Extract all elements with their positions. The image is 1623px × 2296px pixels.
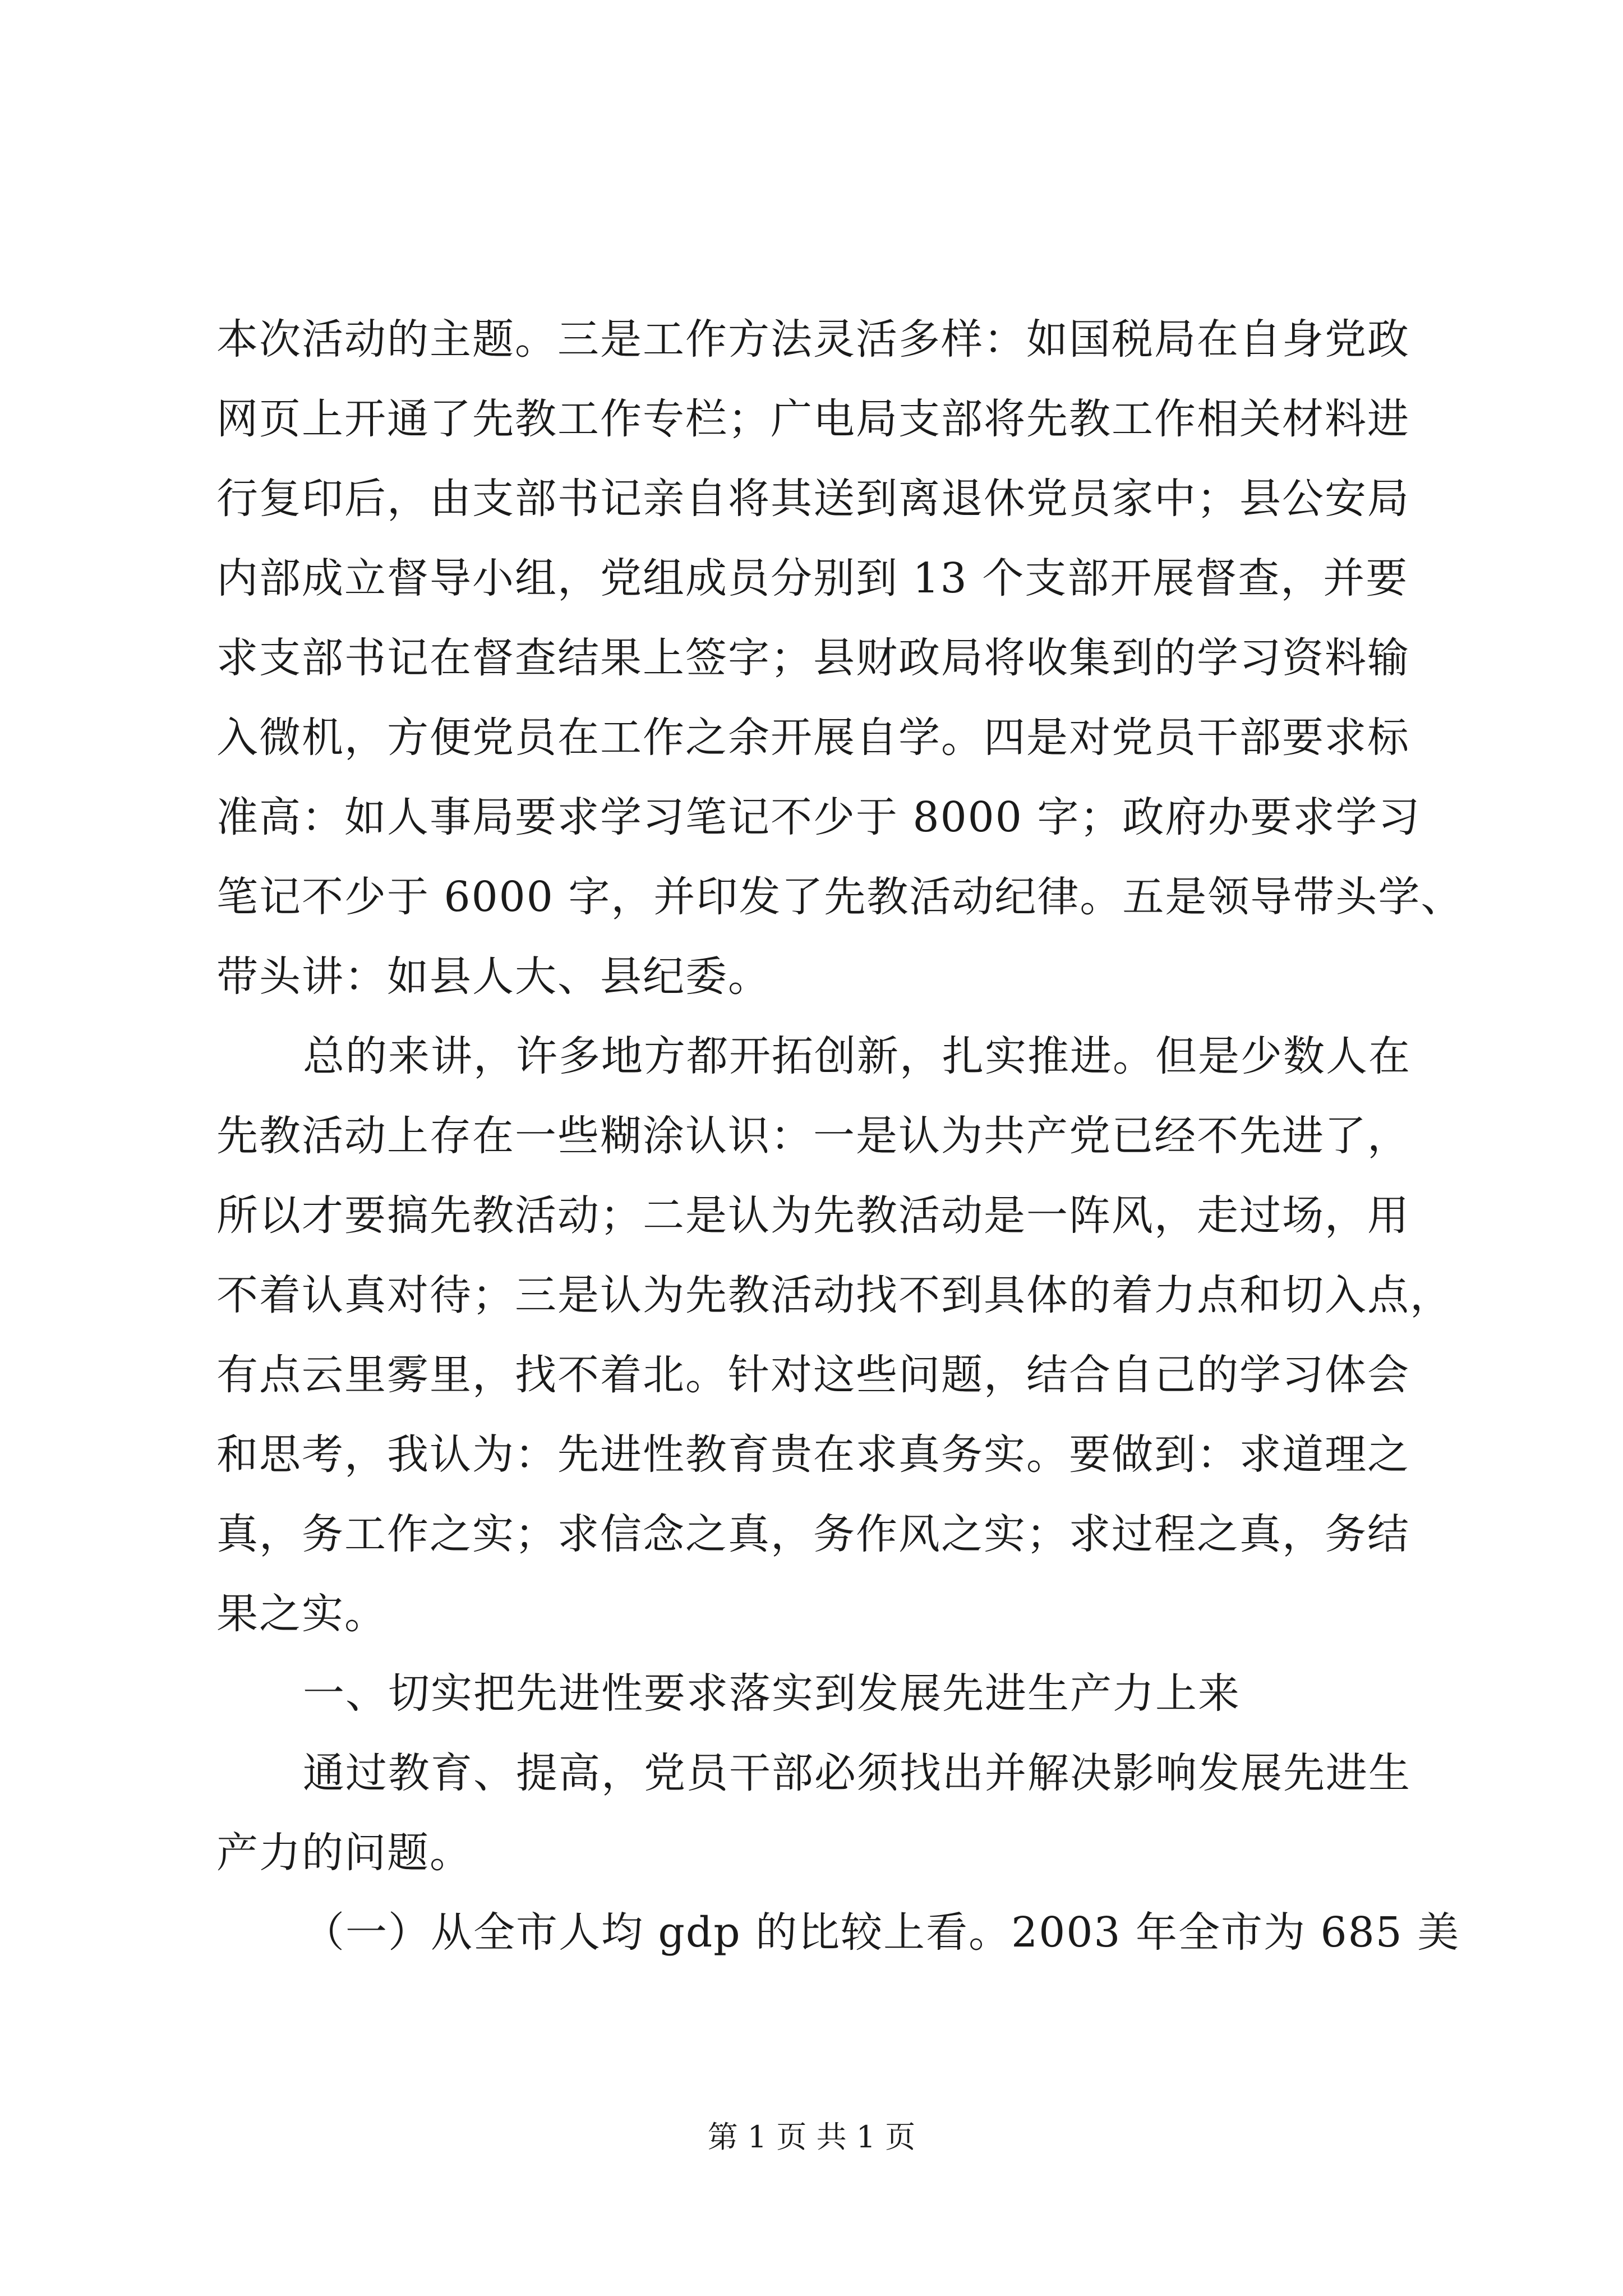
- text-line: 不着认真对待；三是认为先教活动找不到具体的着力点和切入点，: [216, 1271, 1453, 1319]
- section-heading: 一、切实把先进性要求落实到发展先进生产力上来: [303, 1669, 1241, 1718]
- text-line: 有点云里雾里，找不着北。针对这些问题，结合自己的学习体会: [216, 1351, 1410, 1399]
- text-line: 行复印后，由支部书记亲自将其送到离退休党员家中；县公安局: [216, 475, 1410, 523]
- text-line: 内部成立督导小组，党组成员分别到 13 个支部开展督查，并要: [216, 554, 1409, 602]
- text-line: 和思考，我认为：先进性教育贵在求真务实。要做到：求道理之: [216, 1430, 1410, 1479]
- text-line: 真，务工作之实；求信念之真，务作风之实；求过程之真，务结: [216, 1510, 1410, 1558]
- text-line: 笔记不少于 6000 字，并印发了先教活动纪律。五是领导带头学、: [216, 873, 1464, 921]
- page-number-footer: 第 1 页 共 1 页: [707, 2119, 916, 2155]
- paragraph-start-line: 通过教育、提高，党员干部必须找出并解决影响发展先进生: [303, 1749, 1411, 1797]
- paragraph-start-line: 总的来讲，许多地方都开拓创新，扎实推进。但是少数人在: [303, 1032, 1411, 1080]
- text-line: 本次活动的主题。三是工作方法灵活多样：如国税局在自身党政: [216, 315, 1410, 364]
- text-line: 准高：如人事局要求学习笔记不少于 8000 字；政府办要求学习: [216, 793, 1421, 841]
- text-line: 网页上开通了先教工作专栏；广电局支部将先教工作相关材料进: [216, 395, 1410, 443]
- text-line: 入微机，方便党员在工作之余开展自学。四是对党员干部要求标: [216, 714, 1410, 762]
- text-line: 带头讲：如县人大、县纪委。: [216, 953, 771, 1001]
- subsection-line: （一）从全市人均 gdp 的比较上看。2003 年全市为 685 美: [303, 1908, 1460, 1957]
- text-line: 先教活动上存在一些糊涂认识：一是认为共产党已经不先进了，: [216, 1112, 1410, 1160]
- text-line: 果之实。: [216, 1590, 387, 1638]
- text-line: 求支部书记在督查结果上签字；县财政局将收集到的学习资料输: [216, 634, 1410, 682]
- text-line: 产力的问题。: [216, 1829, 472, 1877]
- text-line: 所以才要搞先教活动；二是认为先教活动是一阵风，走过场，用: [216, 1191, 1410, 1240]
